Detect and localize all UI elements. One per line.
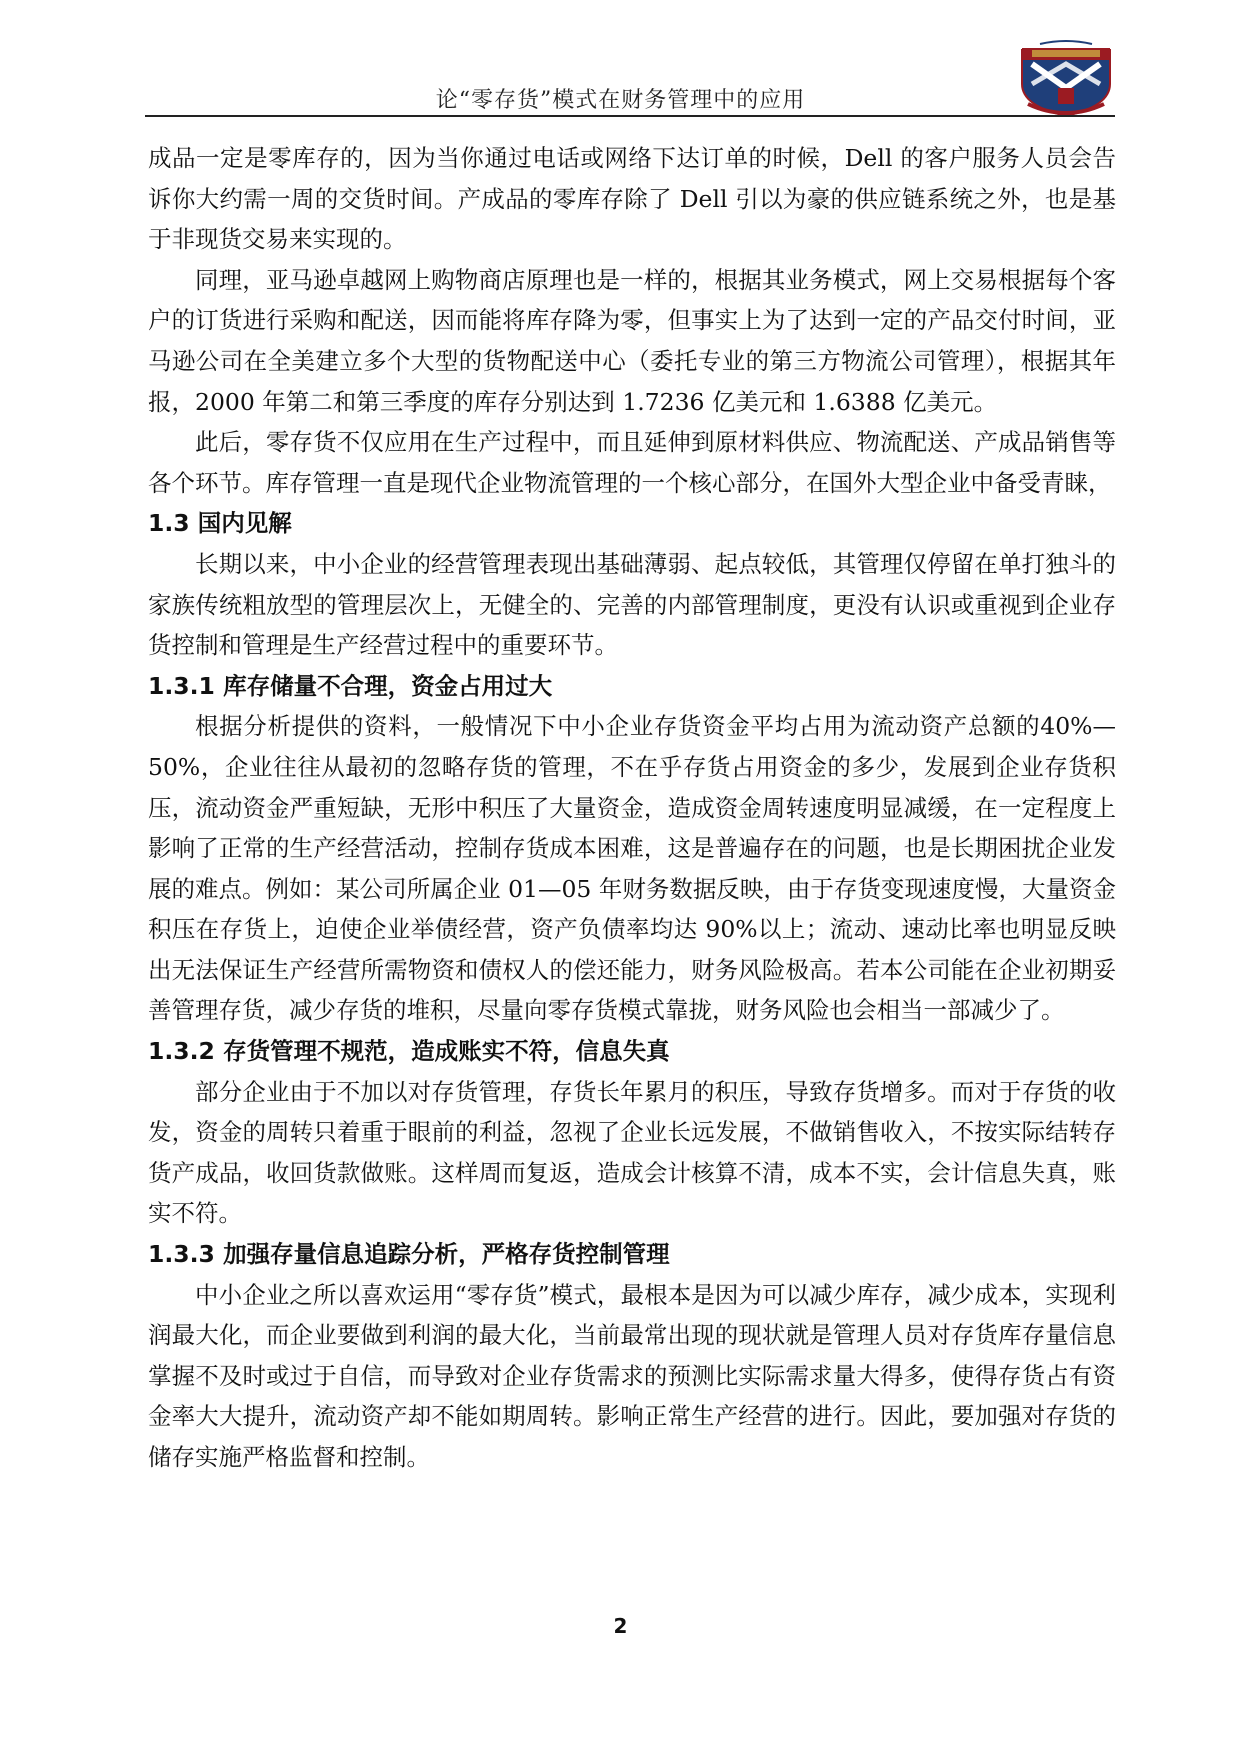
- page-number: 2: [613, 1614, 628, 1638]
- section-heading: 1.3 国内见解: [148, 509, 292, 538]
- body-paragraph: 中小企业之所以喜欢运用“零存货”模式，最根本是因为可以减少库存，减少成本，实现利润最大化，而企业要做到利润的最大化，当前最常出现的现状就是管理人员对存货库存量信息掌握不及时或过于自信，而导致对企业存货需求的预测比实际需求量大得多，使得存货占有资金率大大提升，流动资产却不能如期周转。影响正常生产经营的进行。因此，要加强对存货的储存实施严格监督和控制。: [148, 1280, 1116, 1471]
- section-heading: 1.3.3 加强存量信息追踪分析，严格存货控制管理: [148, 1240, 670, 1269]
- body-paragraph: 成品一定是零库存的，因为当你通过电话或网络下达订单的时候，Dell 的客户服务人员会告诉你大约需一周的交货时间。产成品的零库存除了 Dell 引以为豪的供应链系统之外，也是基于非现货交易来实现的。: [148, 144, 1116, 254]
- header-divider: [145, 115, 1115, 117]
- university-crest-icon: [1018, 40, 1114, 118]
- running-header-title: 论“零存货”模式在财务管理中的应用: [435, 88, 806, 113]
- body-paragraph: 长期以来，中小企业的经营管理表现出基础薄弱、起点较低，其管理仅停留在单打独斗的家族传统粗放型的管理层次上，无健全的、完善的内部管理制度，更没有认识或重视到企业存货控制和管理是生产经营过程中的重要环节。: [148, 549, 1116, 660]
- body-paragraph: 同理，亚马逊卓越网上购物商店原理也是一样的，根据其业务模式，网上交易根据每个客户的订货进行采购和配送，因而能将库存降为零，但事实上为了达到一定的产品交付时间，亚马逊公司在全美建立多个大型的货物配送中心（委托专业的第三方物流公司管理），根据其年报，2000 年第二和第三季度的库存分别达到 1.7236 亿美元和 1.6388 亿美元。: [148, 265, 1116, 416]
- document-body: [148, 138, 1116, 1478]
- section-heading: 1.3.1 库存储量不合理，资金占用过大: [148, 671, 553, 700]
- body-paragraph: 部分企业由于不加以对存货管理，存货长年累月的积压，导致存货增多。而对于存货的收发，资金的周转只着重于眼前的利益，忽视了企业长远发展，不做销售收入，不按实际结转存货产成品，收回货款做账。这样周而复返，造成会计核算不清，成本不实，会计信息失真，账实不符。: [148, 1077, 1116, 1228]
- body-paragraph: 此后，零存货不仅应用在生产过程中，而且延伸到原材料供应、物流配送、产成品销售等各个环节。库存管理一直是现代企业物流管理的一个核心部分，在国外大型企业中备受青睐，: [148, 428, 1116, 497]
- section-heading: 1.3.2 存货管理不规范，造成账实不符，信息失真: [148, 1037, 670, 1066]
- body-paragraph: 根据分析提供的资料，一般情况下中小企业存货资金平均占用为流动资产总额的40%—50%，企业往往从最初的忽略存货的管理，不在乎存货占用资金的多少，发展到企业存货积压，流动资金严重短缺，无形中积压了大量资金，造成资金周转速度明显减缓，在一定程度上影响了正常的生产经营活动，控制存货成本困难，这是普遍存在的问题，也是长期困扰企业发展的难点。例如：某公司所属企业 01—05 年财务数据反映，由于存货变现速度慢，大量资金积压在存货上，迫使企业举债经营，资产负债率均达 90%以上；流动、速动比率也明显反映出无法保证生产经营所需物资和债权人的偿还能力，财务风险极高。若本公司能在企业初期妥善管理存货，减少存货的堆积，尽量向零存货模式靠拢，财务风险也会相当一部减少了。: [148, 712, 1116, 1025]
